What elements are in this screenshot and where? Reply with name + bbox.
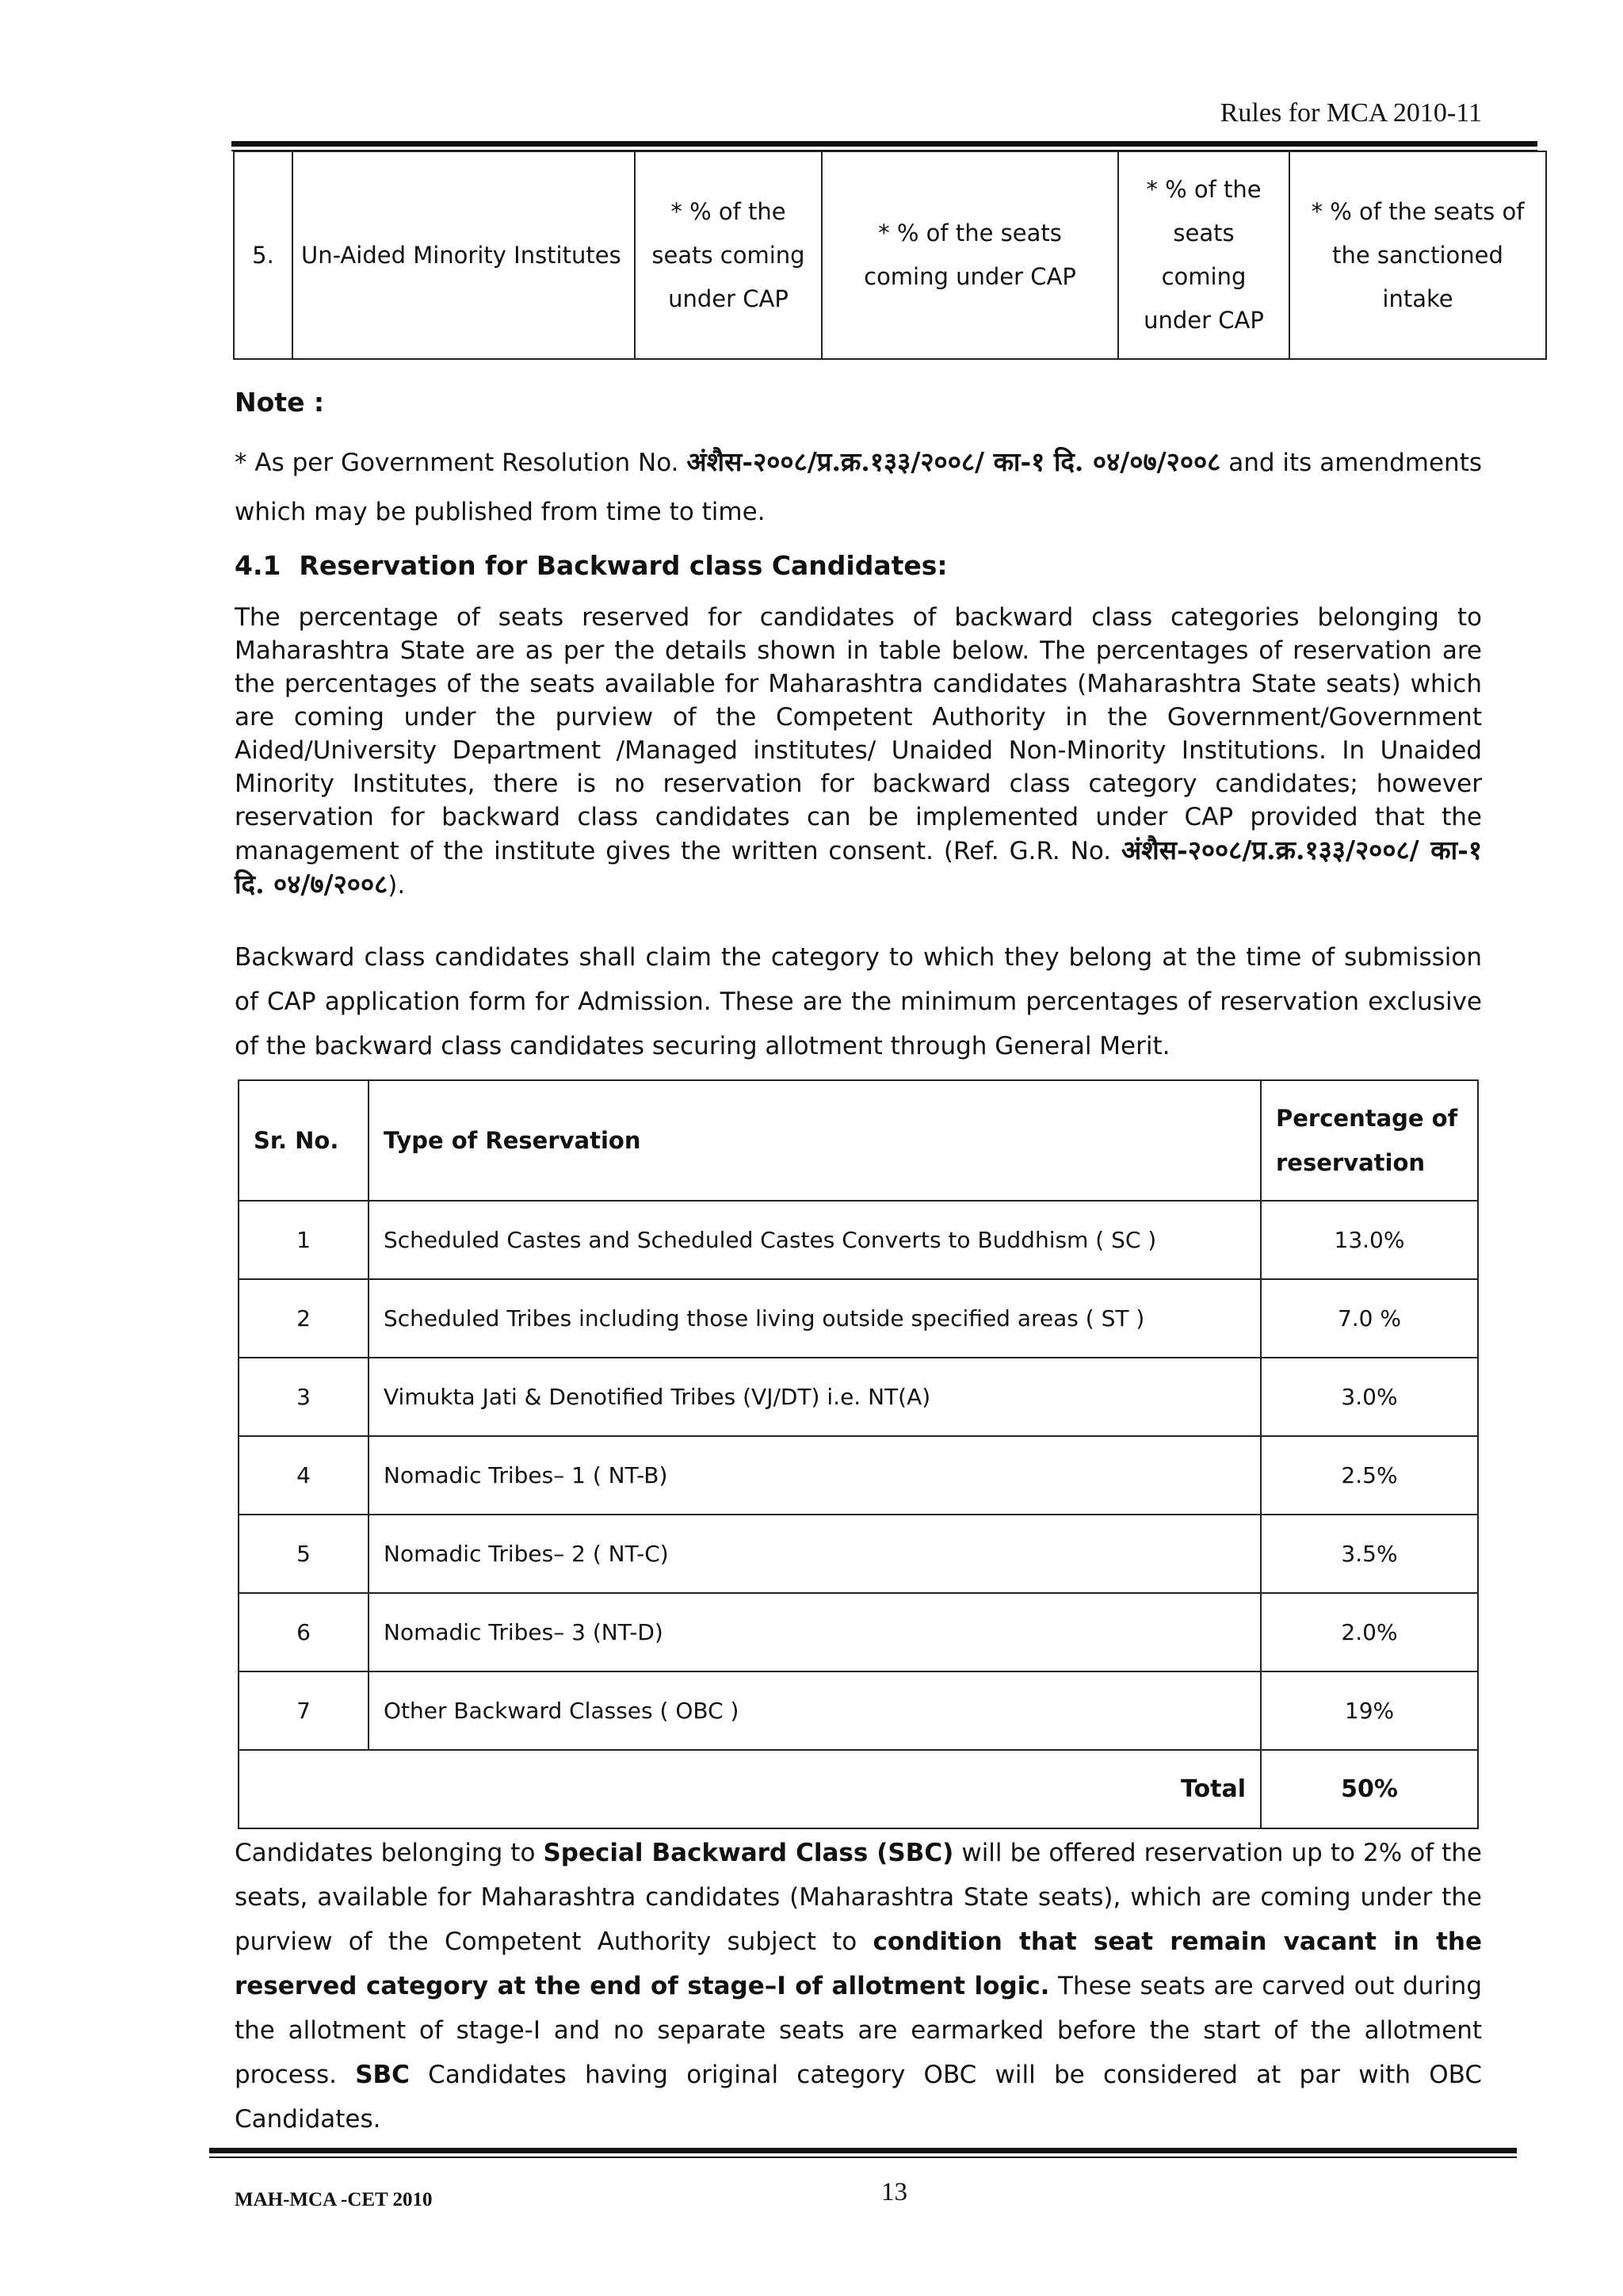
table-cell-col4 [822, 151, 1118, 359]
cell-text: Un-Aided Minority Institutes [301, 241, 621, 269]
header-type: Type of Reservation [369, 1080, 1261, 1201]
table-row [239, 1436, 1478, 1515]
cell-sr: 5 [239, 1515, 369, 1593]
table-row [239, 1593, 1478, 1671]
total-label: Total [239, 1750, 1261, 1828]
reservation-paragraph [235, 601, 1482, 902]
cell-line: intake [1382, 285, 1453, 312]
table-header-row [239, 1080, 1478, 1201]
cell-percentage: 19% [1261, 1671, 1478, 1750]
cell-line: * % of the seats of [1311, 197, 1525, 225]
footer-rule [209, 2148, 1517, 2153]
table-cell-col6 [1289, 151, 1546, 359]
bold-text: Special Backward Class (SBC) [543, 1839, 954, 1867]
cell-line: * % of the seats [878, 220, 1062, 246]
cell-line: coming [1161, 263, 1247, 290]
note-prefix: * As per Government Resolution No. [235, 449, 679, 477]
cell-line: under CAP [1144, 307, 1264, 334]
cell-line: seats coming [651, 241, 805, 269]
note-heading: Note : [235, 387, 325, 418]
footer-rule-thin [209, 2157, 1517, 2158]
cell-percentage: 2.0% [1261, 1593, 1478, 1671]
total-value: 50% [1261, 1750, 1478, 1828]
page-header-title: Rules for MCA 2010-11 [1220, 98, 1482, 128]
table-cell-type [292, 151, 635, 359]
cell-sr: 7 [239, 1671, 369, 1750]
paragraph-text: will be offered reservation up to 2% of the seats, available for Maharashtra candidates (Maharashtra State seats), which are coming under the purview of the Competent Authority subject to [235, 1839, 1482, 1956]
header-percentage [1261, 1080, 1478, 1201]
cell-percentage: 3.0% [1261, 1358, 1478, 1436]
cell-percentage: 3.5% [1261, 1515, 1478, 1593]
table-cell-col5 [1118, 151, 1289, 359]
table-row [239, 1358, 1478, 1436]
cell-percentage: 13.0% [1261, 1201, 1478, 1279]
header-line: Percentage of [1276, 1105, 1458, 1132]
paragraph-text: These seats are carved out during the allotment of stage-I and no separate seats are earmarked before the start of the allotment process. [235, 1972, 1483, 2089]
page-number: 13 [881, 2178, 907, 2206]
cell-percentage: 7.0 % [1261, 1279, 1478, 1358]
table-cell-sr: 5. [234, 151, 292, 359]
paragraph-text: The percentage of seats reserved for candidates of backward class categories belonging to Maharashtra State are as per the details shown in table below. The percentages of reservation are the percentages of the seats available for Maharashtra candidates (Maharashtra State seats) which are coming under the purview of the Competent Authority in the Government/Government Aided/University Department /Managed institutes/ Unaided Non-Minority Institutions. In Unaided Minority Institutes, there is no reservation for backward class category candidates; however reservation for backward class candidates can be implemented under CAP provided that the management of the institute gives the written consent. (Ref. G.R. No. [235, 603, 1482, 865]
section-heading: 4.1 Reservation for Backward class Candidates: [235, 550, 948, 581]
bold-text: SBC [355, 2061, 410, 2089]
cell-line: seats [1173, 220, 1235, 246]
paragraph-text: Candidates belonging to [235, 1839, 536, 1867]
cell-sr: 4 [239, 1436, 369, 1515]
table-total-row [239, 1750, 1478, 1828]
cell-line: * % of the [670, 197, 786, 225]
sbc-paragraph [235, 1831, 1482, 2141]
cell-type: Vimukta Jati & Denotified Tribes (VJ/DT) i.e. NT(A) [369, 1358, 1261, 1436]
header-sr: Sr. No. [239, 1080, 369, 1201]
header-rule [231, 141, 1537, 147]
cell-line: coming under CAP [864, 263, 1076, 290]
footer-left-text: MAH-MCA -CET 2010 [235, 2189, 433, 2210]
table-row [239, 1201, 1478, 1279]
table-row [239, 1671, 1478, 1750]
reservation-table [238, 1079, 1479, 1829]
table-row [234, 151, 1546, 359]
table-row [239, 1279, 1478, 1358]
cell-sr: 1 [239, 1201, 369, 1279]
cell-type: Scheduled Tribes including those living outside specified areas ( ST ) [369, 1279, 1261, 1358]
cell-type: Scheduled Castes and Scheduled Castes Converts to Buddhism ( SC ) [369, 1201, 1261, 1279]
cell-type: Nomadic Tribes– 3 (NT-D) [369, 1593, 1261, 1671]
institute-seats-table [233, 151, 1547, 360]
cell-type: Nomadic Tribes– 2 ( NT-C) [369, 1515, 1261, 1593]
cell-sr: 2 [239, 1279, 369, 1358]
gr-reference: अंशैस-२००८/प्र.क्र.१३३/२००८/ का-१ दि. ०४/७/२००८ [235, 835, 1482, 900]
paragraph-end: ). [388, 871, 406, 900]
table-cell-col3 [635, 151, 822, 359]
cell-line: the sanctioned [1332, 241, 1503, 269]
header-line: reservation [1276, 1149, 1426, 1176]
cell-line: * % of the [1146, 176, 1262, 203]
cell-line: under CAP [668, 285, 789, 312]
cell-sr: 3 [239, 1358, 369, 1436]
bold-text: condition that seat remain vacant in the reserved category at the end of stage–I of allotment logic. [235, 1927, 1482, 2000]
cell-type: Other Backward Classes ( OBC ) [369, 1671, 1261, 1750]
cell-sr: 6 [239, 1593, 369, 1671]
note-paragraph [235, 437, 1482, 537]
cell-type: Nomadic Tribes– 1 ( NT-B) [369, 1436, 1261, 1515]
note-suffix: and its amendments which may be published from time to time. [235, 449, 1483, 526]
table-row [239, 1515, 1478, 1593]
paragraph-text: Candidates having original category OBC will be considered at par with OBC Candidates. [235, 2061, 1482, 2134]
claim-paragraph: Backward class candidates shall claim the category to which they belong at the time of submission of CAP application form for Admission. These are the minimum percentages of reservation exclusive of the backward class candidates securing allotment through General Merit. [235, 943, 1482, 1060]
cell-percentage: 2.5% [1261, 1436, 1478, 1515]
resolution-number: अंशैस-२००८/प्र.क्र.१३३/२००८/ का-१ दि. ०४/०७/२००८ [686, 446, 1221, 477]
